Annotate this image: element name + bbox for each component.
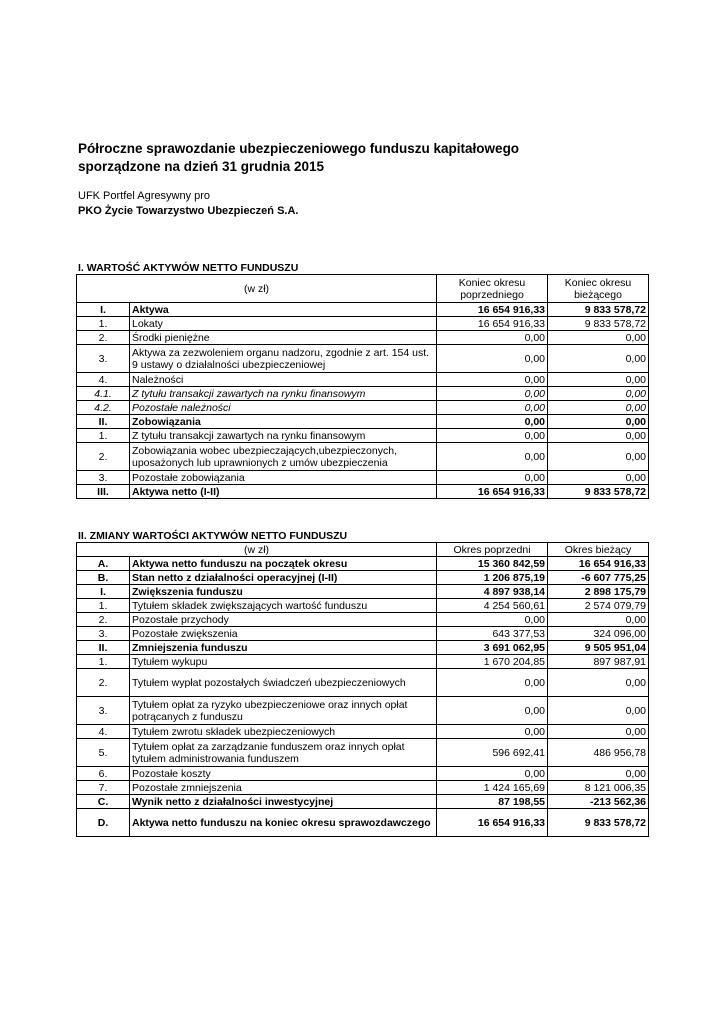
row-label: Pozostałe należności [130,401,437,415]
value-previous: 3 691 062,95 [437,641,548,655]
row-number: A. [77,557,130,571]
unit-header: (w zł) [77,543,437,557]
row-number: 1. [77,655,130,669]
value-current: 9 833 578,72 [548,317,649,331]
value-previous: 0,00 [437,331,548,345]
value-current: 0,00 [548,767,649,781]
title-line-1: Półroczne sprawozdanie ubezpieczeniowego funduszu kapitałowego [78,141,520,156]
value-current: 0,00 [548,331,649,345]
table-row [77,303,649,317]
row-label: Wynik netto z działalności inwestycyjnej [130,795,437,809]
table-row [77,401,649,415]
section2-title: II. ZMIANY WARTOŚCI AKTYWÓW NETTO FUNDUSZU [78,530,348,542]
value-current: 486 956,78 [548,739,649,767]
value-previous: 16 654 916,33 [437,303,548,317]
row-label: Tytułem wypłat pozostałych świadczeń ubezpieczeniowych [130,669,437,697]
row-number: 2. [77,443,130,471]
fund-name: UFK Portfel Agresywny pro [78,190,211,202]
row-label: Zobowiązania wobec ubezpieczających,ubezpieczonych, uposażonych lub uprawnionych z umów ubezpieczenia [130,443,437,471]
net-assets-table [76,274,649,499]
table-row [77,557,649,571]
row-number: 2. [77,613,130,627]
table-row [77,767,649,781]
table-row [77,429,649,443]
value-previous: 16 654 916,33 [437,317,548,331]
value-previous: 0,00 [437,669,548,697]
row-number: I. [77,303,130,317]
table-row [77,373,649,387]
row-label: Pozostałe zmniejszenia [130,781,437,795]
value-current: 0,00 [548,401,649,415]
row-number: 3. [77,627,130,641]
row-number: 4.2. [77,401,130,415]
row-number: B. [77,571,130,585]
row-label: Należności [130,373,437,387]
value-current: 0,00 [548,613,649,627]
row-label: Pozostałe zobowiązania [130,471,437,485]
row-number: D. [77,809,130,837]
value-previous: 0,00 [437,613,548,627]
value-current: 16 654 916,33 [548,557,649,571]
value-current: 897 987,91 [548,655,649,669]
value-previous: 643 377,53 [437,627,548,641]
row-label: Lokaty [130,317,437,331]
row-label: Tytułem wykupu [130,655,437,669]
value-previous: 15 360 842,59 [437,557,548,571]
row-label: Pozostałe zwiększenia [130,627,437,641]
row-number: 4.1. [77,387,130,401]
row-label: Zmniejszenia funduszu [130,641,437,655]
row-label: Z tytułu transakcji zawartych na rynku finansowym [130,387,437,401]
value-previous: 0,00 [437,387,548,401]
value-previous: 0,00 [437,471,548,485]
row-number: C. [77,795,130,809]
row-label: Aktywa netto funduszu na początek okresu [130,557,437,571]
row-label: Tytułem opłat za zarządzanie funduszem oraz innych opłat tytułem administrowania funduszem [130,739,437,767]
row-number: 4. [77,373,130,387]
value-previous: 0,00 [437,415,548,429]
row-label: Aktywa [130,303,437,317]
header-row [77,275,649,303]
value-previous: 1 670 204,85 [437,655,548,669]
value-current: -6 607 775,25 [548,571,649,585]
value-current: 9 833 578,72 [548,809,649,837]
table-row [77,697,649,725]
value-previous: 0,00 [437,725,548,739]
row-label: Pozostałe koszty [130,767,437,781]
value-current: 0,00 [548,415,649,429]
table-row [77,725,649,739]
row-number: 3. [77,345,130,373]
value-current: 2 898 175,79 [548,585,649,599]
value-current: 0,00 [548,345,649,373]
row-label: Tytułem zwrotu składek ubezpieczeniowych [130,725,437,739]
row-number: 1. [77,599,130,613]
table-row [77,655,649,669]
row-number: 7. [77,781,130,795]
row-number: I. [77,585,130,599]
value-previous: 0,00 [437,443,548,471]
table-row [77,641,649,655]
table-row [77,471,649,485]
value-current: 0,00 [548,373,649,387]
table-row [77,585,649,599]
value-current: 9 505 951,04 [548,641,649,655]
row-label: Tytułem składek zwiększających wartość funduszu [130,599,437,613]
table-row [77,599,649,613]
row-number: 6. [77,767,130,781]
table-row [77,613,649,627]
value-previous: 0,00 [437,401,548,415]
header-row [77,543,649,557]
table-row [77,345,649,373]
value-previous: 4 254 560,61 [437,599,548,613]
row-number: 1. [77,429,130,443]
row-number: 5. [77,739,130,767]
value-current: 0,00 [548,471,649,485]
value-current: 9 833 578,72 [548,303,649,317]
row-number: 3. [77,471,130,485]
column-previous-header: Koniec okresu poprzedniego [437,275,548,303]
table-row [77,415,649,429]
table-row [77,485,649,499]
row-label: Tytułem opłat za ryzyko ubezpieczeniowe oraz innych opłat potrącanych z funduszu [130,697,437,725]
row-label: Zwiększenia funduszu [130,585,437,599]
value-previous: 1 424 165,69 [437,781,548,795]
value-current: 0,00 [548,443,649,471]
company-name: PKO Życie Towarzystwo Ubezpieczeń S.A. [78,205,299,217]
row-label: Środki pieniężne [130,331,437,345]
value-previous: 1 206 875,19 [437,571,548,585]
row-label: Aktywa za zezwoleniem organu nadzoru, zgodnie z art. 154 ust. 9 ustawy o działalności ubezpieczeniowej [130,345,437,373]
row-label: Aktywa netto (I-II) [130,485,437,499]
table-row [77,627,649,641]
value-previous: 0,00 [437,767,548,781]
report-title [78,140,519,176]
row-label: Zobowiązania [130,415,437,429]
table-row [77,443,649,471]
value-current: 2 574 079,79 [548,599,649,613]
value-previous: 16 654 916,33 [437,485,548,499]
value-current: 0,00 [548,429,649,443]
table-row [77,571,649,585]
section1-title: I. WARTOŚĆ AKTYWÓW NETTO FUNDUSZU [78,262,299,274]
value-previous: 0,00 [437,345,548,373]
column-current-header: Koniec okresu bieżącego [548,275,649,303]
value-current: -213 562,36 [548,795,649,809]
row-label: Aktywa netto funduszu na koniec okresu sprawozdawczego [130,809,437,837]
value-current: 0,00 [548,725,649,739]
table-row [77,387,649,401]
table-row [77,781,649,795]
row-label: Stan netto z działalności operacyjnej (I-II) [130,571,437,585]
row-number: 3. [77,697,130,725]
row-label: Z tytułu transakcji zawartych na rynku finansowym [130,429,437,443]
table-row [77,795,649,809]
row-number: 1. [77,317,130,331]
row-number: 2. [77,669,130,697]
value-previous: 87 198,55 [437,795,548,809]
unit-header: (w zł) [77,275,437,303]
row-number: 2. [77,331,130,345]
row-label: Pozostałe przychody [130,613,437,627]
value-previous: 16 654 916,33 [437,809,548,837]
value-current: 9 833 578,72 [548,485,649,499]
value-previous: 0,00 [437,373,548,387]
table-row [77,809,649,837]
table-row [77,739,649,767]
value-previous: 0,00 [437,429,548,443]
row-number: II. [77,641,130,655]
value-current: 324 096,00 [548,627,649,641]
column-previous-header: Okres poprzedni [437,543,548,557]
value-previous: 596 692,41 [437,739,548,767]
value-previous: 0,00 [437,697,548,725]
value-previous: 4 897 938,14 [437,585,548,599]
table-row [77,331,649,345]
value-current: 0,00 [548,697,649,725]
title-line-2: sporządzone na dzień 31 grudnia 2015 [78,159,325,174]
column-current-header: Okres bieżący [548,543,649,557]
value-current: 0,00 [548,387,649,401]
table-row [77,669,649,697]
row-number: II. [77,415,130,429]
row-number: 4. [77,725,130,739]
row-number: III. [77,485,130,499]
table-row [77,317,649,331]
net-assets-changes-table [76,542,649,837]
value-current: 0,00 [548,669,649,697]
value-current: 8 121 006,35 [548,781,649,795]
